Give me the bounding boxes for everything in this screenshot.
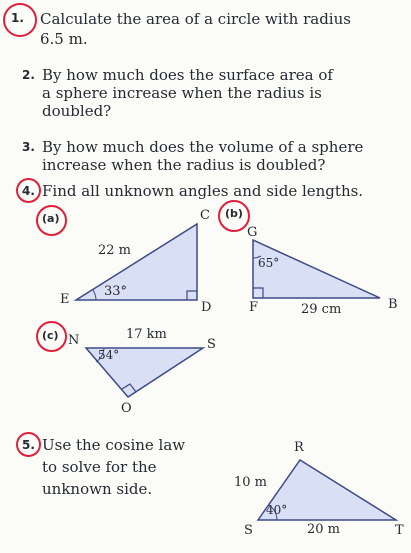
- vertex-t-label: T: [395, 523, 404, 538]
- vertex-e-label: E: [60, 292, 70, 307]
- vertex-b-label: B: [388, 297, 398, 312]
- question-2-line-1: By how much does the surface area of: [42, 66, 333, 84]
- question-5-line-2: to solve for the: [42, 458, 157, 476]
- part-c-label: (c): [42, 329, 59, 342]
- question-5-number: 5.: [22, 438, 35, 452]
- side-ns-label: 17 km: [126, 327, 167, 342]
- vertex-o-label: O: [121, 401, 132, 416]
- side-ec-label: 22 m: [98, 243, 132, 258]
- angle-n-label: 54°: [98, 348, 120, 362]
- angle-s-label: 40°: [266, 503, 288, 517]
- vertex-s-q5-label: S: [244, 523, 253, 538]
- question-3-line-1: By how much does the volume of a sphere: [42, 138, 364, 156]
- vertex-n-label: N: [68, 333, 80, 348]
- vertex-c-label: C: [200, 208, 210, 223]
- question-1-line-2: 6.5 m.: [40, 30, 88, 48]
- angle-g-label: 65°: [258, 256, 280, 270]
- part-a-label: (a): [42, 212, 60, 225]
- question-5-line-3: unknown side.: [42, 480, 153, 498]
- triangle-a: [76, 224, 197, 300]
- question-3-number: 3.: [22, 140, 35, 154]
- side-st-label: 20 m: [307, 522, 341, 537]
- vertex-g-label: G: [247, 225, 258, 240]
- question-4-line-1: Find all unknown angles and side lengths.: [42, 182, 364, 200]
- vertex-r-label: R: [294, 440, 304, 455]
- question-2-line-2: a sphere increase when the radius is: [42, 84, 322, 102]
- question-5-line-1: Use the cosine law: [42, 436, 186, 454]
- question-1-number: 1.: [11, 11, 24, 25]
- vertex-d-label: D: [201, 300, 212, 315]
- question-2-line-3: doubled?: [42, 102, 112, 120]
- side-sr-label: 10 m: [234, 475, 268, 490]
- side-fb-label: 29 cm: [301, 302, 342, 317]
- part-b-label: (b): [225, 207, 243, 220]
- vertex-s-label: S: [207, 337, 216, 352]
- vertex-f-label: F: [249, 300, 259, 315]
- question-2-number: 2.: [22, 68, 35, 82]
- angle-e-label: 33°: [104, 284, 128, 299]
- question-1-line-1: Calculate the area of a circle with radius: [40, 10, 351, 28]
- question-3-line-2: increase when the radius is doubled?: [42, 156, 326, 174]
- question-4-number: 4.: [22, 184, 35, 198]
